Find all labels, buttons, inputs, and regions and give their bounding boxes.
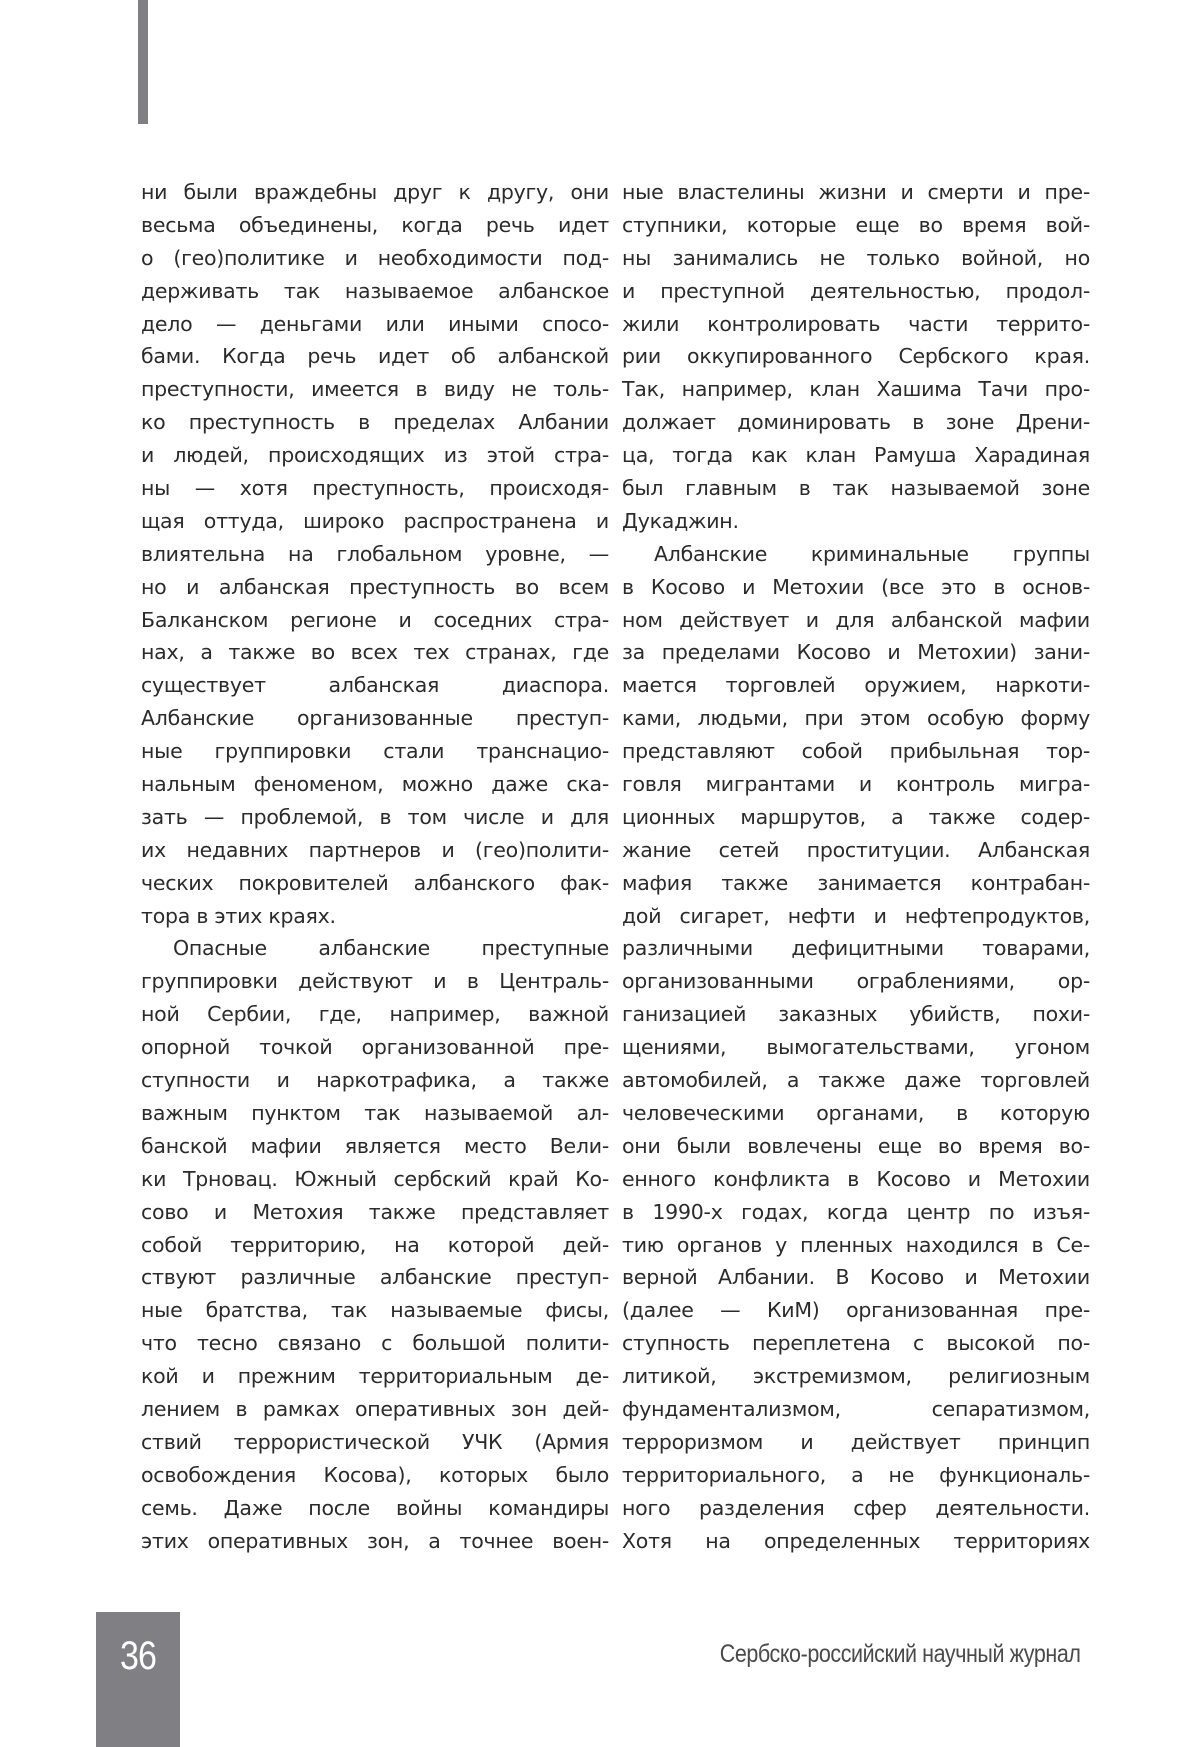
text-line: освобождения Косова), которых было [141, 1462, 609, 1487]
text-line: существует албанская диаспора. [141, 673, 609, 698]
text-line: жили контролировать части террито- [622, 311, 1090, 336]
text-line: различными дефицитными товарами, [622, 936, 1090, 961]
text-line: держивать так называемое албанское [141, 278, 609, 303]
text-line: говля мигрантами и контроль мигра- [622, 772, 1090, 797]
text-line: ны — хотя преступность, происходя- [141, 476, 609, 501]
text-line: этих оперативных зон, а точнее воен- [141, 1528, 609, 1553]
text-line: рии оккупированного Сербского края. [622, 344, 1090, 369]
text-line: они были вовлечены еще во время во- [622, 1133, 1090, 1158]
text-line: организованными ограблениями, ор- [622, 969, 1090, 994]
text-line: территориального, а не функциональ- [622, 1462, 1090, 1487]
text-line: их недавних партнеров и (гео)полити- [141, 837, 609, 862]
text-line: (далее — КиМ) организованная пре- [622, 1298, 1090, 1323]
text-line: ки Трновац. Южный сербский край Ко- [141, 1166, 609, 1191]
text-line: Хотя на определенных территориях [622, 1528, 1090, 1553]
text-line: собой территорию, на которой дей- [141, 1232, 609, 1257]
text-line: ганизацией заказных убийств, похи- [622, 1002, 1090, 1027]
text-line: преступности, имеется в виду не толь- [141, 377, 609, 402]
text-line: Албанские организованные преступ- [141, 706, 609, 731]
text-line: ками, людьми, при этом особую форму [622, 706, 1090, 731]
text-line: ном действует и для албанской мафии [622, 607, 1090, 632]
text-line: ны занимались не только войной, но [622, 245, 1090, 270]
top-decorative-bar [138, 0, 148, 124]
text-line: мается торговлей оружием, наркоти- [622, 673, 1090, 698]
text-line: опорной точкой организованной пре- [141, 1035, 609, 1060]
text-line: нах, а также во всех тех странах, где [141, 640, 609, 665]
text-line: жание сетей проституции. Албанская [622, 837, 1090, 862]
text-line: верной Албании. В Косово и Метохии [622, 1265, 1090, 1290]
text-line: важным пунктом так называемой ал- [141, 1100, 609, 1125]
text-line: группировки действуют и в Централь- [141, 969, 609, 994]
text-line: за пределами Косово и Метохии) зани- [622, 640, 1090, 665]
text-line: ствий террористической УЧК (Армия [141, 1429, 609, 1454]
text-line: ного разделения сфер деятельности. [622, 1495, 1090, 1520]
text-line: нальным феноменом, можно даже ска- [141, 772, 609, 797]
text-line: ни были враждебны друг к другу, они [141, 180, 609, 204]
text-line: енного конфликта в Косово и Метохии [622, 1166, 1090, 1191]
text-line: ционных маршрутов, а также содер- [622, 804, 1090, 829]
text-line: представляют собой прибыльная тор- [622, 739, 1090, 764]
text-line: Албанские криминальные группы [654, 541, 1090, 566]
text-line: о (гео)политике и необходимости под- [141, 245, 609, 270]
text-line: ступность переплетена с высокой по- [622, 1331, 1090, 1356]
text-line: тора в этих краях. [141, 903, 336, 928]
text-line: в Косово и Метохии (все это в основ- [622, 574, 1090, 599]
left-text-column [141, 176, 609, 1557]
text-line: автомобилей, а также даже торговлей [622, 1068, 1090, 1093]
text-line: банской мафии является место Вели- [141, 1133, 609, 1158]
page-number: 36 [119, 1634, 157, 1678]
text-line: ческих покровителей албанского фак- [141, 870, 609, 895]
text-line: мафия также занимается контрабан- [622, 870, 1090, 895]
text-line: Так, например, клан Хашима Тачи про- [622, 377, 1090, 402]
text-line: щениями, вымогательствами, угоном [622, 1035, 1090, 1060]
text-line: терроризмом и действует принцип [622, 1429, 1090, 1454]
text-line: в 1990-х годах, когда центр по изъя- [622, 1199, 1090, 1224]
text-line: ко преступность в пределах Албании [141, 410, 609, 435]
text-line: но и албанская преступность во всем [141, 574, 609, 599]
text-line: весьма объединены, когда речь идет [141, 212, 609, 237]
text-line: влиятельна на глобальном уровне, — [141, 541, 609, 566]
text-line: человеческими органами, в которую [622, 1100, 1090, 1125]
text-line: семь. Даже после войны командиры [141, 1495, 609, 1520]
page-number-box [96, 1612, 180, 1747]
text-line: дой сигарет, нефти и нефтепродуктов, [622, 903, 1090, 928]
text-line: литикой, экстремизмом, религиозным [622, 1364, 1090, 1389]
text-line: лением в рамках оперативных зон дей- [141, 1396, 609, 1421]
text-line: Дукаджин. [622, 508, 739, 533]
text-line: зать — проблемой, в том числе и для [141, 804, 609, 829]
text-line: ца, тогда как клан Рамуша Харадиная [622, 443, 1090, 468]
text-line: сово и Метохия также представляет [141, 1199, 609, 1224]
text-line: ступники, которые еще во время вой- [622, 212, 1090, 237]
text-line: щая оттуда, широко распространена и [141, 508, 609, 533]
text-line: и людей, происходящих из этой стра- [141, 443, 609, 468]
text-line: ные властелины жизни и смерти и пре- [622, 180, 1090, 204]
text-line: был главным в так называемой зоне [622, 476, 1090, 501]
text-line: должает доминировать в зоне Дрени- [622, 410, 1090, 435]
text-line: и преступной деятельностью, продол- [622, 278, 1090, 303]
text-line: Опасные албанские преступные [173, 936, 609, 961]
text-line: ные группировки стали транснацио- [141, 739, 609, 764]
text-line: что тесно связано с большой полити- [141, 1331, 609, 1356]
text-line: Балканском регионе и соседних стра- [141, 607, 609, 632]
right-text-column [622, 176, 1090, 1557]
text-line: дело — деньгами или иными спосо- [141, 311, 609, 336]
text-line: ные братства, так называемые фисы, [141, 1298, 609, 1323]
text-line: фундаментализмом, сепаратизмом, [622, 1396, 1090, 1421]
text-line: ступности и наркотрафика, а также [141, 1068, 609, 1093]
text-line: ствуют различные албанские преступ- [141, 1265, 609, 1290]
text-line: ной Сербии, где, например, важной [141, 1002, 609, 1027]
journal-title: Сербско-российский научный журнал [719, 1640, 1080, 1668]
text-line: кой и прежним территориальным де- [141, 1364, 609, 1389]
text-line: тию органов у пленных находился в Се- [622, 1232, 1090, 1257]
text-line: бами. Когда речь идет об албанской [141, 344, 609, 369]
